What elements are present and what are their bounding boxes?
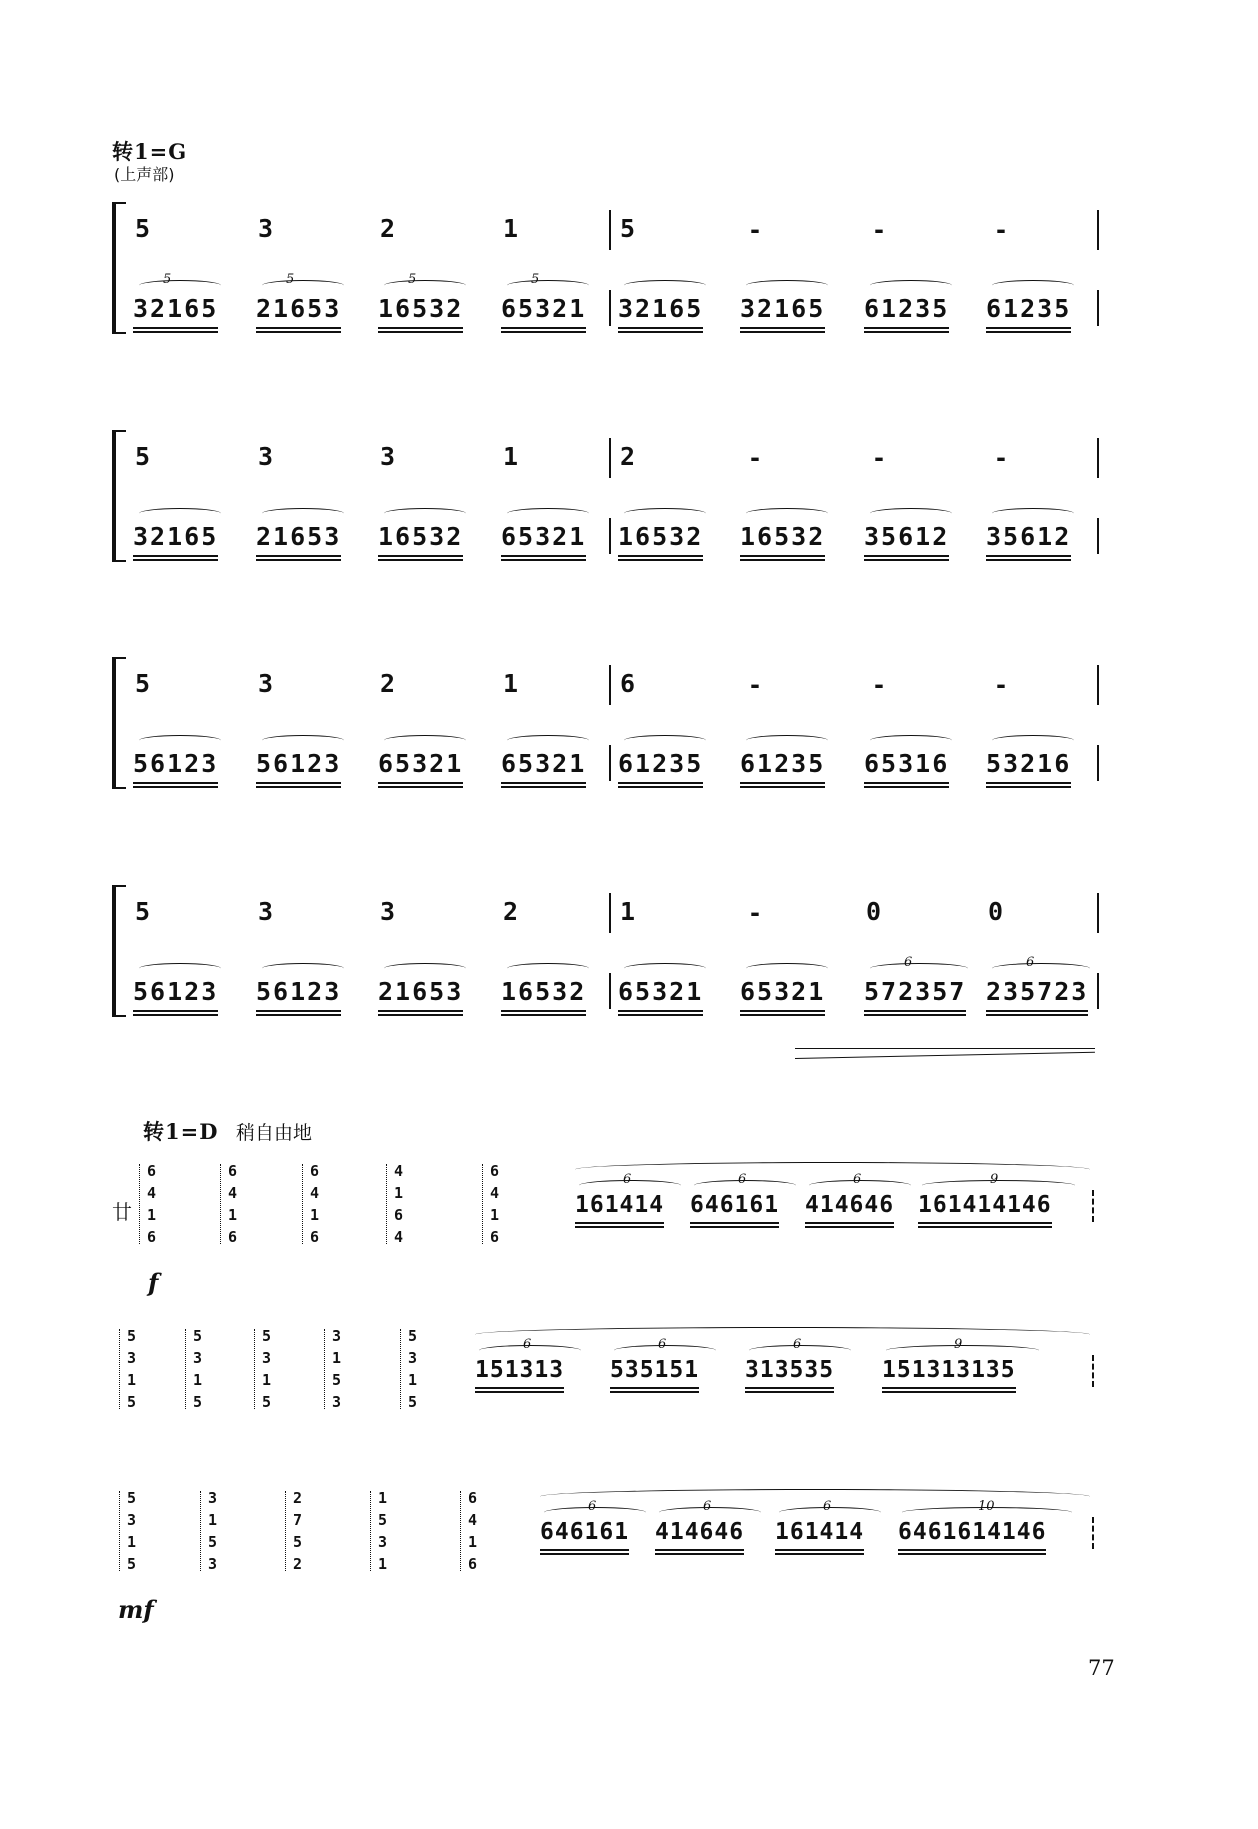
group-digits: 56123 xyxy=(256,977,341,1012)
group-slur xyxy=(624,963,706,974)
melody-note: 0 xyxy=(988,897,1004,926)
melody-note: 2 xyxy=(380,214,396,243)
melody-note: 1 xyxy=(503,214,519,243)
accompaniment-group xyxy=(133,749,218,778)
barline xyxy=(609,210,611,250)
sustain-dash: - xyxy=(874,444,884,472)
arpeggio-bracket xyxy=(139,1164,140,1244)
run-group xyxy=(805,1192,894,1218)
group-slur xyxy=(992,735,1074,746)
dynamic-mark: mf xyxy=(118,1595,154,1624)
melody-note: 2 xyxy=(380,669,396,698)
group-slur xyxy=(384,735,466,746)
group-digits: 16532 xyxy=(378,522,463,557)
group-slur xyxy=(262,735,344,746)
sustain-dash: - xyxy=(750,216,760,244)
group-digits: 235723 xyxy=(986,977,1088,1012)
tuplet-label: 6 xyxy=(793,1337,802,1352)
barline xyxy=(1097,438,1099,478)
group-slur xyxy=(139,280,221,291)
group-digits: 53216 xyxy=(986,749,1071,784)
chord-stack: 5 3 1 5 xyxy=(408,1327,418,1411)
dynamic-mark: f xyxy=(148,1268,159,1297)
group-slur xyxy=(624,508,706,519)
group-digits: 16532 xyxy=(618,522,703,557)
tuplet-label: 6 xyxy=(623,1172,632,1187)
group-slur xyxy=(746,963,828,974)
group-digits: 572357 xyxy=(864,977,966,1012)
group-digits: 65321 xyxy=(501,522,586,557)
group-slur xyxy=(870,963,968,974)
run-group xyxy=(898,1519,1046,1545)
group-digits: 56123 xyxy=(133,749,218,784)
accompaniment-group xyxy=(618,977,703,1006)
melody-note: 3 xyxy=(380,897,396,926)
tuplet-label: 6 xyxy=(523,1337,532,1352)
chord-stack: 4 1 6 4 xyxy=(394,1162,404,1246)
run-digits: 414646 xyxy=(655,1519,744,1551)
group-digits: 21653 xyxy=(256,522,341,557)
chord-stack: 6 4 1 6 xyxy=(468,1489,478,1573)
arpeggio-bracket xyxy=(285,1491,286,1571)
melody-note: 5 xyxy=(620,214,636,243)
run-slur xyxy=(540,1489,1090,1504)
sextuplet-label: 6 xyxy=(1026,955,1035,970)
group-digits: 61235 xyxy=(618,749,703,784)
group-slur xyxy=(139,963,221,974)
system-brace xyxy=(112,202,126,334)
page-number: 77 xyxy=(1088,1656,1115,1680)
barline xyxy=(609,518,611,554)
accompaniment-group xyxy=(378,294,463,323)
system-brace xyxy=(112,885,126,1017)
melody-note: 6 xyxy=(620,669,636,698)
accompaniment-group xyxy=(133,522,218,551)
accompaniment-group xyxy=(501,522,586,551)
chord-stack: 5 3 1 5 xyxy=(262,1327,272,1411)
key-change-d: 转1=D xyxy=(143,1119,219,1144)
chord-stack: 5 3 1 5 xyxy=(127,1327,137,1411)
barline xyxy=(1097,745,1099,781)
group-digits: 35612 xyxy=(986,522,1071,557)
quintuplet-label: 5 xyxy=(531,272,540,287)
group-slur xyxy=(507,735,589,746)
accompaniment-group xyxy=(864,294,949,323)
group-slur xyxy=(139,735,221,746)
melody-note: 5 xyxy=(135,214,151,243)
accompaniment-group xyxy=(256,977,341,1006)
accompaniment-group xyxy=(618,522,703,551)
accompaniment-group xyxy=(256,749,341,778)
group-digits: 65321 xyxy=(501,749,586,784)
barline xyxy=(1097,210,1099,250)
run-group xyxy=(745,1357,834,1383)
group-slur xyxy=(870,280,952,291)
run-slur xyxy=(475,1327,1090,1342)
accompaniment-group xyxy=(986,294,1071,323)
arpeggio-bracket xyxy=(460,1491,461,1571)
group-slur xyxy=(507,963,589,974)
group-digits: 16532 xyxy=(378,294,463,329)
accompaniment-group xyxy=(618,294,703,323)
run-group xyxy=(475,1357,564,1383)
accompaniment-group xyxy=(378,522,463,551)
run-slur xyxy=(575,1162,1090,1177)
run-digits: 313535 xyxy=(745,1357,834,1389)
accompaniment-group xyxy=(740,294,825,323)
run-group xyxy=(575,1192,664,1218)
quintuplet-label: 5 xyxy=(286,272,295,287)
barline xyxy=(609,973,611,1009)
melody-note: 1 xyxy=(620,897,636,926)
melody-note: 2 xyxy=(503,897,519,926)
accompaniment-group xyxy=(501,294,586,323)
run-group xyxy=(610,1357,699,1383)
sextuplet-label: 6 xyxy=(904,955,913,970)
barline xyxy=(1097,290,1099,326)
group-digits: 56123 xyxy=(133,977,218,1012)
group-digits: 32165 xyxy=(740,294,825,329)
arpeggio-bracket xyxy=(220,1164,221,1244)
run-digits: 646161 xyxy=(540,1519,629,1551)
accompaniment-group xyxy=(133,977,218,1006)
chord-stack: 6 4 1 6 xyxy=(490,1162,500,1246)
accompaniment-group xyxy=(256,522,341,551)
group-slur xyxy=(507,280,589,291)
melody-note: 3 xyxy=(258,214,274,243)
chord-stack: 6 4 1 6 xyxy=(310,1162,320,1246)
run-digits: 161414 xyxy=(775,1519,864,1551)
sustain-dash: - xyxy=(996,671,1006,699)
group-slur xyxy=(746,508,828,519)
barline xyxy=(609,665,611,705)
tempo-marking: 稍自由地 xyxy=(236,1122,313,1144)
group-digits: 65316 xyxy=(864,749,949,784)
group-slur xyxy=(262,280,344,291)
melody-note: 0 xyxy=(866,897,882,926)
accompaniment-group xyxy=(256,294,341,323)
run-digits: 161414 xyxy=(575,1192,664,1224)
group-digits: 61235 xyxy=(864,294,949,329)
tuplet-label: 6 xyxy=(658,1337,667,1352)
arpeggio-bracket xyxy=(370,1491,371,1571)
group-slur xyxy=(624,735,706,746)
run-digits: 646161 xyxy=(690,1192,779,1224)
group-digits: 61235 xyxy=(740,749,825,784)
group-digits: 35612 xyxy=(864,522,949,557)
accompaniment-group xyxy=(986,977,1088,1006)
group-slur xyxy=(384,508,466,519)
group-slur xyxy=(746,735,828,746)
sustain-dash: - xyxy=(750,671,760,699)
run-digits: 414646 xyxy=(805,1192,894,1224)
group-slur xyxy=(922,1180,1075,1191)
accompaniment-group xyxy=(378,977,463,1006)
tuplet-label: 10 xyxy=(978,1499,995,1514)
group-slur xyxy=(507,508,589,519)
group-digits: 61235 xyxy=(986,294,1071,329)
arpeggio-bracket xyxy=(254,1329,255,1409)
chord-stack: 5 3 1 5 xyxy=(193,1327,203,1411)
run-group xyxy=(655,1519,744,1545)
hairpin-line xyxy=(795,1048,1095,1049)
barline xyxy=(609,438,611,478)
accompaniment-group xyxy=(740,749,825,778)
run-digits: 6461614146 xyxy=(898,1519,1046,1551)
accompaniment-group xyxy=(740,522,825,551)
group-slur xyxy=(870,735,952,746)
group-digits: 56123 xyxy=(256,749,341,784)
voice-label: (上声部) xyxy=(114,165,175,184)
group-slur xyxy=(262,963,344,974)
arpeggio-bracket xyxy=(400,1329,401,1409)
group-slur xyxy=(992,280,1074,291)
sustain-dash: - xyxy=(996,216,1006,244)
group-digits: 21653 xyxy=(378,977,463,1012)
group-slur xyxy=(886,1345,1039,1356)
tuplet-label: 6 xyxy=(823,1499,832,1514)
run-digits: 161414146 xyxy=(918,1192,1052,1224)
barline xyxy=(1097,665,1099,705)
melody-note: 1 xyxy=(503,669,519,698)
barline xyxy=(609,290,611,326)
melody-note: 3 xyxy=(258,669,274,698)
group-digits: 65321 xyxy=(501,294,586,329)
quintuplet-label: 5 xyxy=(163,272,172,287)
chord-stack: 5 3 1 5 xyxy=(127,1489,137,1573)
tuplet-label: 9 xyxy=(990,1172,999,1187)
group-digits: 16532 xyxy=(740,522,825,557)
tuplet-label: 6 xyxy=(738,1172,747,1187)
group-slur xyxy=(870,508,952,519)
melody-note: 5 xyxy=(135,442,151,471)
arpeggio-bracket xyxy=(119,1329,120,1409)
melody-note: 3 xyxy=(380,442,396,471)
chord-stack: 2 7 5 2 xyxy=(293,1489,303,1573)
group-slur xyxy=(139,508,221,519)
group-digits: 65321 xyxy=(740,977,825,1012)
end-barline-dotted xyxy=(1092,1190,1096,1222)
accompaniment-group xyxy=(133,294,218,323)
group-digits: 32165 xyxy=(133,294,218,329)
end-barline-dotted xyxy=(1092,1355,1096,1387)
group-digits: 32165 xyxy=(618,294,703,329)
arpeggio-bracket xyxy=(200,1491,201,1571)
melody-note: 1 xyxy=(503,442,519,471)
group-slur xyxy=(262,508,344,519)
accompaniment-group xyxy=(986,749,1071,778)
run-digits: 151313135 xyxy=(882,1357,1016,1389)
accompaniment-group xyxy=(740,977,825,1006)
group-digits: 65321 xyxy=(378,749,463,784)
accompaniment-group xyxy=(378,749,463,778)
melody-note: 3 xyxy=(258,897,274,926)
key-change-g: 转1=G xyxy=(112,139,188,164)
chord-stack: 6 4 1 6 xyxy=(147,1162,157,1246)
chord-stack: 3 1 5 3 xyxy=(332,1327,342,1411)
arpeggio-bracket xyxy=(482,1164,483,1244)
fingering-sign: 廿 xyxy=(112,1200,132,1224)
run-group xyxy=(882,1357,1016,1383)
sustain-dash: - xyxy=(750,444,760,472)
tuplet-label: 9 xyxy=(954,1337,963,1352)
barline xyxy=(1097,893,1099,933)
sustain-dash: - xyxy=(874,671,884,699)
group-slur xyxy=(992,508,1074,519)
melody-note: 3 xyxy=(258,442,274,471)
chord-stack: 1 5 3 1 xyxy=(378,1489,388,1573)
sustain-dash: - xyxy=(750,899,760,927)
melody-note: 2 xyxy=(620,442,636,471)
end-barline-dotted xyxy=(1092,1517,1096,1549)
group-digits: 32165 xyxy=(133,522,218,557)
group-slur xyxy=(384,963,466,974)
arpeggio-bracket xyxy=(386,1164,387,1244)
barline xyxy=(609,893,611,933)
accompaniment-group xyxy=(864,749,949,778)
barline xyxy=(1097,518,1099,554)
group-slur xyxy=(746,280,828,291)
run-group xyxy=(540,1519,629,1545)
tuplet-label: 6 xyxy=(588,1499,597,1514)
run-digits: 535151 xyxy=(610,1357,699,1389)
accompaniment-group xyxy=(864,522,949,551)
barline xyxy=(609,745,611,781)
arpeggio-bracket xyxy=(324,1329,325,1409)
accompaniment-group xyxy=(501,749,586,778)
arpeggio-bracket xyxy=(302,1164,303,1244)
quintuplet-label: 5 xyxy=(408,272,417,287)
group-slur xyxy=(992,963,1090,974)
arpeggio-bracket xyxy=(185,1329,186,1409)
accompaniment-group xyxy=(501,977,586,1006)
barline xyxy=(1097,973,1099,1009)
run-group xyxy=(690,1192,779,1218)
run-group xyxy=(775,1519,864,1545)
accompaniment-group xyxy=(986,522,1071,551)
tuplet-label: 6 xyxy=(703,1499,712,1514)
sustain-dash: - xyxy=(996,444,1006,472)
chord-stack: 3 1 5 3 xyxy=(208,1489,218,1573)
group-digits: 16532 xyxy=(501,977,586,1012)
accompaniment-group xyxy=(864,977,966,1006)
hairpin-line xyxy=(795,1052,1095,1059)
group-digits: 65321 xyxy=(618,977,703,1012)
chord-stack: 6 4 1 6 xyxy=(228,1162,238,1246)
group-slur xyxy=(384,280,466,291)
tuplet-label: 6 xyxy=(853,1172,862,1187)
run-digits: 151313 xyxy=(475,1357,564,1389)
system-brace xyxy=(112,430,126,562)
sustain-dash: - xyxy=(874,216,884,244)
melody-note: 5 xyxy=(135,669,151,698)
group-digits: 21653 xyxy=(256,294,341,329)
run-group xyxy=(918,1192,1052,1218)
arpeggio-bracket xyxy=(119,1491,120,1571)
system-brace xyxy=(112,657,126,789)
group-slur xyxy=(624,280,706,291)
melody-note: 5 xyxy=(135,897,151,926)
accompaniment-group xyxy=(618,749,703,778)
